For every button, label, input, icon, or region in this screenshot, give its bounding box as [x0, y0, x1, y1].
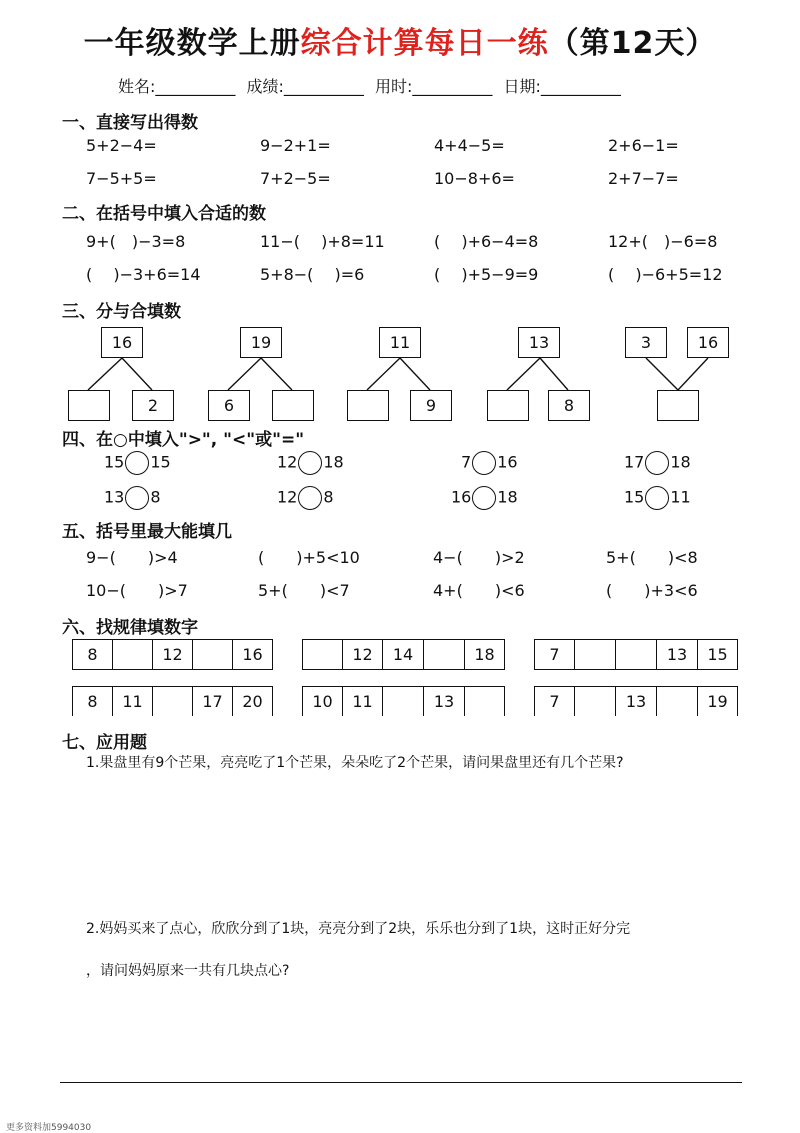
seq-cell-blank[interactable]	[574, 640, 615, 669]
seq-cell: 13	[423, 687, 464, 716]
seq-cell: 17	[192, 687, 232, 716]
seq-cell-blank[interactable]	[112, 640, 152, 669]
compare-circle[interactable]	[125, 486, 149, 510]
seq-cell: 15	[697, 640, 737, 669]
split-2-left: 6	[208, 390, 250, 421]
name-label: 姓名:	[118, 77, 156, 96]
s4-q-2-4-a: 15	[624, 487, 645, 507]
s4-q-2-1-b: 8	[150, 487, 161, 507]
title-tail: （第12天）	[548, 26, 717, 61]
word-problem-2-line-2: ，请问妈妈原来一共有几块点心?	[86, 963, 290, 979]
s5-q-1-2: ( )+5<10	[258, 548, 360, 567]
s1-q-1-1: 5+2−4=	[86, 136, 157, 155]
split-3-left[interactable]	[347, 390, 389, 421]
split-2-right[interactable]	[272, 390, 314, 421]
compare-circle[interactable]	[472, 451, 496, 475]
seq-cell-blank[interactable]	[574, 687, 615, 716]
title-red: 综合计算每日一练	[300, 26, 549, 61]
s4-q-2-2-b: 8	[323, 487, 334, 507]
seq-cell: 11	[342, 687, 382, 716]
seq-cell-blank[interactable]	[192, 640, 232, 669]
s5-q-1-1: 9−( )>4	[86, 548, 178, 567]
s5-q-1-3: 4−( )>2	[433, 548, 525, 567]
section-2-heading: 二、在括号中填入合适的数	[62, 204, 266, 224]
seq-cell: 14	[382, 640, 423, 669]
word-problem-1: 1.果盘里有9个芒果，亮亮吃了1个芒果，朵朵吃了2个芒果，请问果盘里还有几个芒果?	[86, 755, 624, 771]
date-blank[interactable]: __________	[540, 77, 621, 96]
merge-left: 3	[625, 327, 667, 358]
name-blank[interactable]: __________	[155, 77, 236, 96]
seq-cell-blank[interactable]	[615, 640, 656, 669]
compare-circle[interactable]	[645, 451, 669, 475]
time-label: 用时:	[375, 77, 413, 96]
s2-q-1-2: 11−( )+8=11	[260, 232, 385, 251]
title-black: 一年级数学上册	[83, 26, 301, 61]
s1-q-2-2: 7+2−5=	[260, 169, 331, 188]
s1-q-2-1: 7−5+5=	[86, 169, 157, 188]
seq-cell-blank[interactable]	[152, 687, 192, 716]
compare-circle[interactable]	[125, 451, 149, 475]
split-2-top: 19	[240, 327, 282, 358]
seq-cell-blank[interactable]	[302, 640, 342, 669]
s4-q-1-2	[277, 451, 344, 475]
s5-q-2-2: 5+( )<7	[258, 581, 350, 600]
s4-q-2-3	[451, 486, 518, 510]
seq-cell: 8	[72, 640, 112, 669]
s4-q-2-2	[277, 486, 334, 510]
s4-q-2-1	[104, 486, 161, 510]
s1-q-2-4: 2+7−7=	[608, 169, 679, 188]
sequence-2-2	[302, 686, 505, 716]
s4-q-1-1-a: 15	[104, 452, 125, 472]
sequence-2-1	[72, 686, 273, 716]
s4-q-2-4-b: 11	[670, 487, 691, 507]
s5-q-2-3: 4+( )<6	[433, 581, 525, 600]
s4-q-1-4-a: 17	[624, 452, 645, 472]
s4-q-2-4	[624, 486, 691, 510]
seq-cell-blank[interactable]	[656, 687, 697, 716]
compare-circle[interactable]	[472, 486, 496, 510]
seq-cell: 13	[615, 687, 656, 716]
split-1-right: 2	[132, 390, 174, 421]
s4-q-2-1-a: 13	[104, 487, 125, 507]
s4-q-1-4-b: 18	[670, 452, 691, 472]
s2-q-1-4: 12+( )−6=8	[608, 232, 718, 251]
s4-q-1-1-b: 15	[150, 452, 171, 472]
section-3-heading: 三、分与合填数	[62, 302, 181, 322]
s2-q-2-2: 5+8−( )=6	[260, 265, 365, 284]
split-1-top: 16	[101, 327, 143, 358]
score-label: 成绩:	[246, 77, 284, 96]
word-problem-2-line-1: 2.妈妈买来了点心，欣欣分到了1块，亮亮分到了2块，乐乐也分到了1块，这时正好分完	[86, 921, 631, 937]
seq-cell-blank[interactable]	[464, 687, 504, 716]
seq-cell: 8	[72, 687, 112, 716]
split-3-right: 9	[410, 390, 452, 421]
time-blank[interactable]: __________	[412, 77, 493, 96]
seq-cell: 18	[464, 640, 504, 669]
s4-q-1-2-a: 12	[277, 452, 298, 472]
s2-q-2-3: ( )+5−9=9	[434, 265, 539, 284]
seq-cell: 12	[152, 640, 192, 669]
s1-q-1-2: 9−2+1=	[260, 136, 331, 155]
date-label: 日期:	[503, 77, 541, 96]
section-1-heading: 一、直接写出得数	[62, 113, 198, 133]
sequence-2-3	[534, 686, 738, 716]
seq-cell: 11	[112, 687, 152, 716]
s5-q-2-4: ( )+3<6	[606, 581, 698, 600]
seq-cell-blank[interactable]	[382, 687, 423, 716]
seq-cell: 13	[656, 640, 697, 669]
compare-circle[interactable]	[298, 486, 322, 510]
seq-cell: 19	[697, 687, 737, 716]
s4-q-2-2-a: 12	[277, 487, 298, 507]
s5-q-1-4: 5+( )<8	[606, 548, 698, 567]
s1-q-1-3: 4+4−5=	[434, 136, 505, 155]
s4-q-2-3-a: 16	[451, 487, 472, 507]
s1-q-1-4: 2+6−1=	[608, 136, 679, 155]
seq-cell: 20	[232, 687, 272, 716]
sequence-1-1	[72, 639, 273, 670]
s4-q-1-2-b: 18	[323, 452, 344, 472]
seq-cell: 12	[342, 640, 382, 669]
s1-q-2-3: 10−8+6=	[434, 169, 515, 188]
seq-cell: 7	[534, 687, 574, 716]
sequence-1-2	[302, 639, 505, 670]
bottom-rule	[60, 1082, 742, 1083]
section-4-heading: 四、在○中填入">", "<"或"="	[62, 430, 305, 450]
s4-q-1-3-b: 16	[497, 452, 518, 472]
s2-q-1-1: 9+( )−3=8	[86, 232, 186, 251]
seq-cell: 16	[232, 640, 272, 669]
s4-q-2-3-b: 18	[497, 487, 518, 507]
s4-q-1-3-a: 7	[461, 452, 472, 472]
compare-circle[interactable]	[645, 486, 669, 510]
split-4-top: 13	[518, 327, 560, 358]
s4-q-1-3	[461, 451, 518, 475]
split-3-top: 11	[379, 327, 421, 358]
split-4-right: 8	[548, 390, 590, 421]
split-4-left[interactable]	[487, 390, 529, 421]
footer-note: 更多资料加5994030	[6, 1123, 92, 1133]
split-1-left[interactable]	[68, 390, 110, 421]
s2-q-2-1: ( )−3+6=14	[86, 265, 201, 284]
seq-cell: 10	[302, 687, 342, 716]
s4-q-1-4	[624, 451, 691, 475]
merge-bottom[interactable]	[657, 390, 699, 421]
sequence-1-3	[534, 639, 738, 670]
section-7-heading: 七、应用题	[62, 733, 147, 753]
merge-right: 16	[687, 327, 729, 358]
s5-q-2-1: 10−( )>7	[86, 581, 188, 600]
s4-q-1-1	[104, 451, 171, 475]
split-lines	[0, 0, 800, 440]
section-5-heading: 五、括号里最大能填几	[62, 522, 232, 542]
s2-q-1-3: ( )+6−4=8	[434, 232, 539, 251]
seq-cell: 7	[534, 640, 574, 669]
s2-q-2-4: ( )−6+5=12	[608, 265, 723, 284]
seq-cell-blank[interactable]	[423, 640, 464, 669]
compare-circle[interactable]	[298, 451, 322, 475]
section-6-heading: 六、找规律填数字	[62, 618, 198, 638]
score-blank[interactable]: __________	[283, 77, 364, 96]
